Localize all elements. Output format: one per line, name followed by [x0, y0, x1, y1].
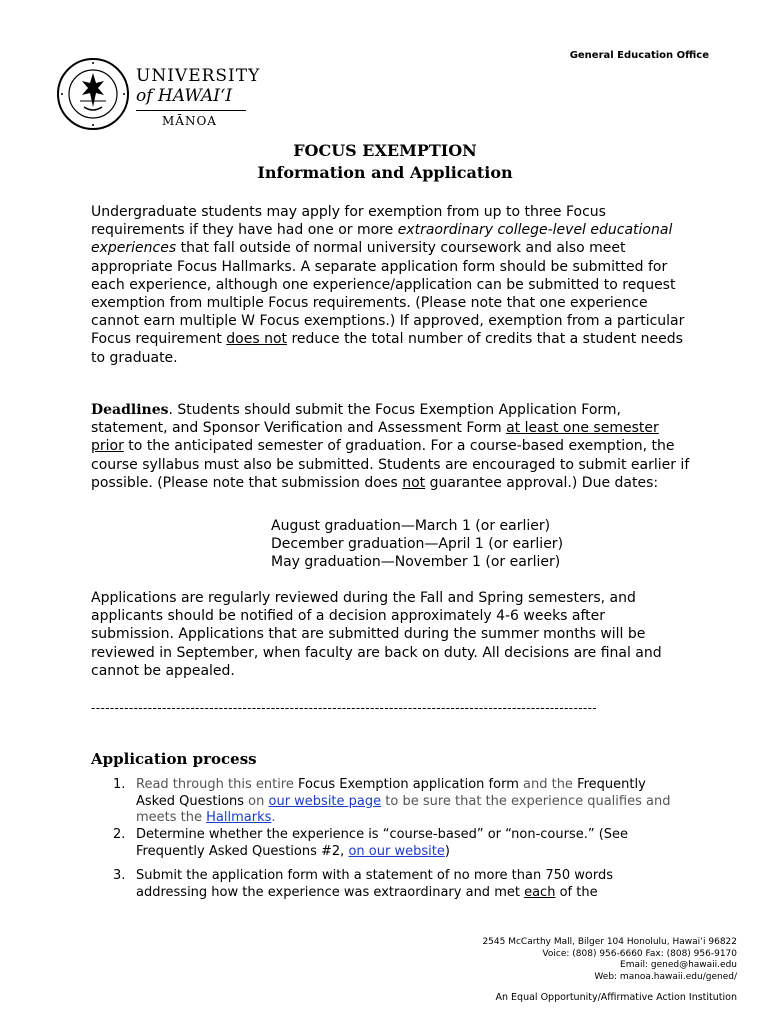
- step-1-text-e: on: [244, 793, 269, 809]
- website-link[interactable]: on our website: [348, 843, 445, 859]
- university-seal-icon: [56, 57, 130, 131]
- step-3-text-b: of the: [555, 884, 598, 900]
- footer-phone-fax: Voice: (808) 956-6660 Fax: (808) 956-9170: [542, 948, 737, 959]
- logo-line-manoa: MĀNOA: [162, 114, 217, 128]
- due-dates-list: [271, 517, 563, 572]
- step-number: 1.: [113, 777, 126, 792]
- footer-web: Web: manoa.hawaii.edu/gened/: [594, 971, 737, 982]
- due-date-december: December graduation—April 1 (or earlier): [271, 536, 564, 553]
- deadlines-text-not: not: [402, 474, 426, 491]
- logo-rule: [136, 110, 246, 111]
- deadlines-text-5: guarantee approval.) Due dates:: [425, 474, 659, 491]
- intro-paragraph: [91, 203, 691, 367]
- logo-line-hawaii: of HAWAIʻI: [136, 86, 233, 106]
- deadlines-text-1: . Students should submit the Focus Exemption Application Form, statement, and Sponsor Verification and Assessment Form: [91, 402, 621, 437]
- office-name: General Education Office: [569, 50, 709, 61]
- step-number: 3.: [113, 868, 126, 883]
- step-3-text-a: Submit the application form with a statement of no more than 750 words addressing how the experience was extraordinary and met: [136, 868, 614, 900]
- dashed-divider: -----------------------------------------------------------------------------------------------------------: [91, 701, 598, 715]
- hallmarks-link[interactable]: Hallmarks: [206, 810, 272, 825]
- process-step-2: [113, 827, 673, 860]
- due-date-may: May graduation—November 1 (or earlier): [271, 554, 561, 571]
- intro-text-underline: does not: [226, 331, 288, 348]
- website-page-link[interactable]: our website page: [268, 793, 382, 809]
- document-title: [0, 140, 770, 184]
- step-2-text-a: Determine whether the experience is “course-based” or “non-course.” (See Frequently Asked Questions #2,: [136, 827, 629, 859]
- step-1-text-g: .: [271, 810, 276, 825]
- logo-line-university: UNIVERSITY: [136, 66, 261, 86]
- step-1-form-name: Focus Exemption application form: [298, 777, 519, 792]
- process-step-1: [113, 777, 673, 827]
- intro-text-italic: extraordinary college-level educational experiences: [91, 222, 673, 257]
- step-1-text-a: Read through this entire: [136, 777, 298, 792]
- process-step-3: [113, 868, 673, 901]
- step-1-faq-name: Frequently Asked Questions: [136, 777, 646, 809]
- university-logo: [56, 57, 261, 133]
- footer-eo-statement: An Equal Opportunity/Affirmative Action Institution: [495, 992, 737, 1003]
- step-number: 2.: [113, 827, 126, 842]
- step-1-text-c: and the: [518, 777, 578, 792]
- intro-text-5: reduce the total number of credits that a student needs to graduate.: [91, 331, 683, 366]
- deadlines-paragraph: [91, 401, 691, 492]
- page-footer: [482, 937, 737, 1004]
- step-2-text-b: ): [444, 843, 450, 859]
- deadlines-text-3: to the anticipated semester of graduation. For a course-based exemption, the course syllabus must also be submitted. Students are encouraged to submit earlier if possible. (Please note that submission does: [91, 438, 690, 491]
- deadlines-text-underline: at least one semester prior: [91, 420, 659, 455]
- step-3-text-each: each: [524, 884, 556, 900]
- due-date-august: August graduation—March 1 (or earlier): [271, 518, 551, 534]
- intro-text-3: that fall outside of normal university coursework and also meet appropriate Focus Hallmarks. A separate application form should be submitted for each experience, although one experience/application can be submitted to request exemption from multiple Focus requirements. (Please note that one experience cannot earn multiple W Focus exemptions.) If approved, exemption from a particular Focus requirement: [91, 240, 685, 348]
- step-1-text-f: to be sure that the experience qualifies and meets the: [136, 793, 671, 825]
- title-line-1: FOCUS EXEMPTION: [293, 141, 477, 160]
- intro-text-1: Undergraduate students may apply for exemption from up to three Focus requirements if they have had one or more: [91, 204, 606, 239]
- footer-email: Email: gened@hawaii.edu: [620, 960, 737, 970]
- footer-address: 2545 McCarthy Mall, Bilger 104 Honolulu, Hawaiʻi 96822: [482, 937, 737, 947]
- application-process-heading: Application process: [91, 750, 257, 768]
- review-paragraph: Applications are regularly reviewed during the Fall and Spring semesters, and applicants should be notified of a decision approximately 4-6 weeks after submission. Applications that are submitted during the summer months will be reviewed in September, when faculty are back on duty. All decisions are final and cannot be appealed.: [91, 590, 662, 679]
- university-wordmark: [136, 67, 260, 128]
- deadlines-label: Deadlines: [91, 402, 169, 418]
- title-line-2: Information and Application: [257, 163, 513, 182]
